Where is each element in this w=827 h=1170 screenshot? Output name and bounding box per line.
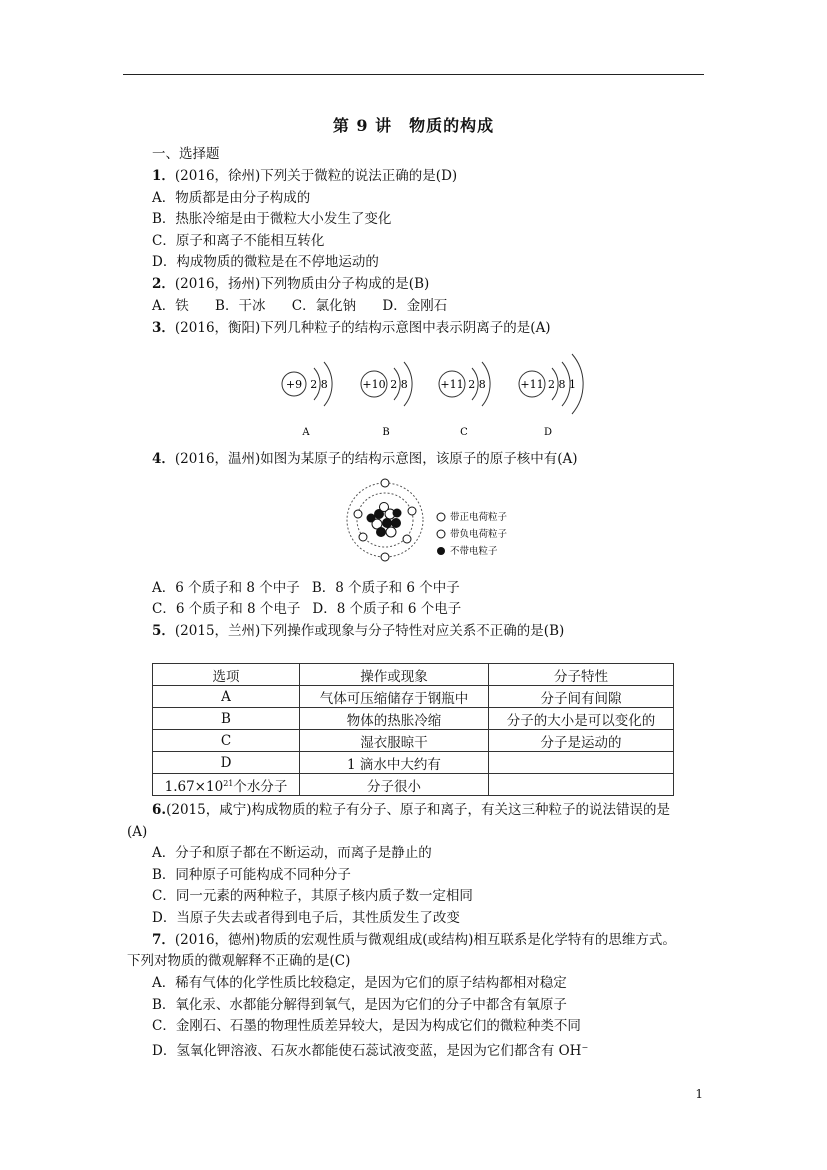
table-cell: 分子很小 [300, 774, 489, 796]
atom-model-diagram [340, 476, 540, 566]
electrons-a: 2 8 [310, 378, 328, 391]
table-cell: 分子是运动的 [489, 730, 674, 752]
question-7-cont: 下列对物质的微观解释不正确的是(C) [127, 953, 351, 969]
header-rule [123, 74, 704, 75]
diagram-a [282, 362, 332, 438]
nucleus-b: +10 [362, 378, 386, 391]
question-7: 7．(2016，德州)物质的宏观性质与微观组成(或结构)相互联系是化学特有的思维方式。 [152, 932, 676, 948]
diagram-b [361, 362, 412, 438]
header-cell: 操作或现象 [300, 664, 489, 686]
legend [437, 511, 508, 557]
q7-option-d: D．氢氧化钾溶液、石灰水都能使石蕊试液变蓝，是因为它们都含有 OH− [152, 1043, 589, 1059]
table-cell: 分子的大小是可以变化的 [489, 708, 674, 730]
diagram-d [519, 354, 583, 438]
label-c: C [460, 427, 468, 438]
q7-option-a: A．稀有气体的化学性质比较稳定，是因为它们的原子结构都相对稳定 [152, 975, 567, 991]
q4-options-row-2 [152, 599, 461, 619]
q6-option-d: D．当原子失去或者得到电子后，其性质发生了改变 [152, 910, 460, 926]
table-row [153, 752, 674, 774]
table-cell [489, 752, 674, 774]
question-6: 6.(2015，咸宁)构成物质的粒子有分子、原子和离子，有关这三种粒子的说法错误的是 [152, 802, 670, 818]
atom-structure-diagrams [270, 340, 590, 445]
q4-option-a: A．6 个质子和 8 个中子 [152, 580, 300, 596]
q2-option-d: D．金刚石 [382, 298, 448, 314]
table-cell: D [153, 752, 300, 774]
label-d: D [543, 427, 553, 438]
question-4: 4．(2016，温州)如图为某原子的结构示意图，该原子的原子核中有(A) [152, 451, 578, 467]
table-cell: 湿衣服晾干 [300, 730, 489, 752]
header-cell: 选项 [153, 664, 300, 686]
q4-option-d: D．8 个质子和 6 个电子 [312, 601, 462, 617]
table-cell: C [153, 730, 300, 752]
legend-positive: 带正电荷粒子 [450, 512, 508, 523]
q1-option-b: B．热胀冷缩是由于微粒大小发生了变化 [152, 211, 392, 227]
table-cell: A [153, 686, 300, 708]
nucleus-cluster [367, 503, 402, 538]
q4-option-b: B．8 个质子和 6 个中子 [311, 580, 460, 596]
table-row [153, 708, 674, 730]
q2-options [152, 296, 447, 316]
q5-table [152, 663, 674, 796]
q6-option-c: C．同一元素的两种粒子，其原子核内质子数一定相同 [152, 888, 473, 904]
legend-negative: 带负电荷粒子 [450, 529, 508, 540]
table-cell: 分子间有间隙 [489, 686, 674, 708]
q2-option-b: B．干冰 [215, 298, 266, 314]
legend-neutral: 不带电粒子 [450, 546, 498, 557]
table-cell: 气体可压缩储存于钢瓶中 [300, 686, 489, 708]
question-5: 5．(2015，兰州)下列操作或现象与分子特性对应关系不正确的是(B) [152, 623, 565, 639]
question-3: 3．(2016，衡阳)下列几种粒子的结构示意图中表示阴离子的是(A) [152, 320, 551, 336]
label-b: B [382, 427, 390, 438]
q4-options-row-1 [152, 578, 460, 598]
q7-option-c: C．金刚石、石墨的物理性质差异较大，是因为构成它们的微粒种类不同 [152, 1018, 581, 1034]
q1-option-c: C．原子和离子不能相互转化 [152, 233, 325, 249]
q1-option-a: A．物质都是由分子构成的 [152, 190, 311, 206]
q2-option-a: A．铁 [152, 298, 189, 314]
table-row [153, 774, 674, 796]
q6-option-a: A．分子和原子都在不断运动，而离子是静止的 [152, 845, 432, 861]
header-cell: 分子特性 [489, 664, 674, 686]
section-heading: 一、选择题 [152, 146, 220, 162]
table-cell: 物体的热胀冷缩 [300, 708, 489, 730]
nucleus-c: +11 [440, 378, 464, 391]
electrons-c: 2 8 [468, 378, 486, 391]
page-title: 第 9 讲 物质的构成 [332, 116, 495, 135]
electrons-b: 2 8 [390, 378, 408, 391]
q6-answer: (A) [127, 824, 148, 840]
table-cell: $1.67\times 10^{21}$个水分子 [153, 774, 300, 796]
nucleus-d: +11 [520, 378, 544, 391]
q2-option-c: C．氯化钠 [291, 298, 357, 314]
page-number: 1 [695, 1087, 703, 1101]
table-cell: 1 滴水中大约有 [300, 752, 489, 774]
q4-option-c: C．6 个质子和 8 个电子 [152, 601, 301, 617]
table-row [153, 686, 674, 708]
table-cell [489, 774, 674, 796]
diagram-c [439, 362, 490, 438]
question-1: 1．(2016，徐州)下列关于微粒的说法正确的是(D) [152, 168, 458, 184]
table-row [153, 730, 674, 752]
question-2: 2．(2016，扬州)下列物质由分子构成的是(B) [152, 276, 430, 292]
q1-option-d: D．构成物质的微粒是在不停地运动的 [152, 254, 379, 270]
q6-option-b: B．同种原子可能构成不同种分子 [152, 867, 351, 883]
label-a: A [302, 427, 310, 438]
q7-option-b: B．氧化汞、水都能分解得到氧气，是因为它们的分子中都含有氧原子 [152, 997, 567, 1013]
electrons-d: 2 8 1 [548, 378, 576, 391]
nucleus-a: +9 [285, 378, 303, 391]
table-cell: B [153, 708, 300, 730]
table-header-row [153, 664, 674, 686]
